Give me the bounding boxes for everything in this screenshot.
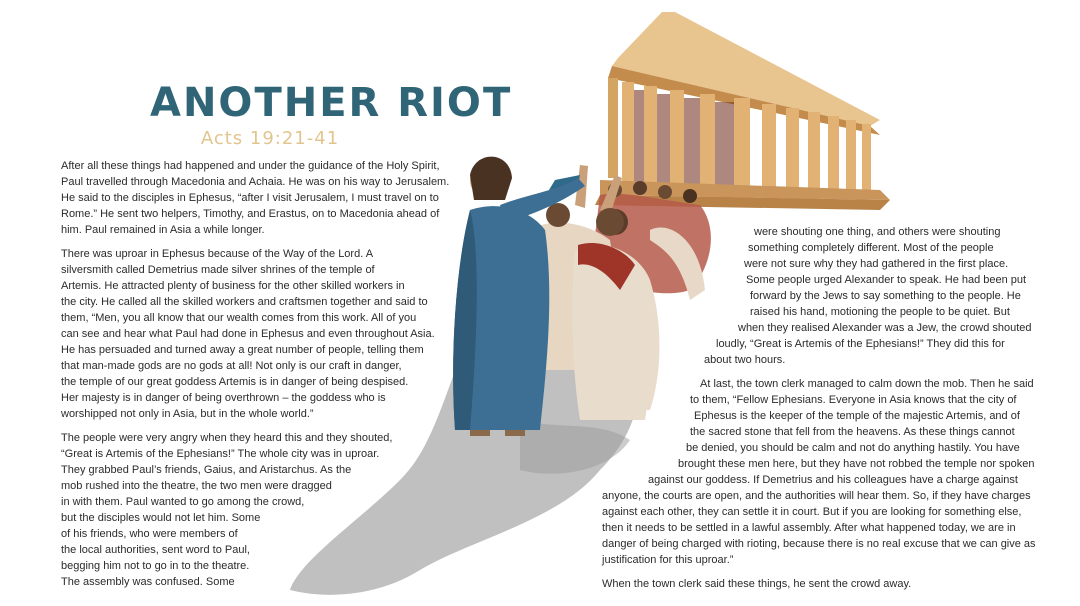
text-line: of his friends, who were members of	[61, 528, 238, 540]
text-line: the city. He called all the skilled workers and craftsmen together and said to	[61, 296, 428, 308]
text-line: When the town clerk said these things, he sent the crowd away.	[602, 578, 912, 590]
right-paragraph-1	[600, 224, 1032, 368]
text-line: about two hours.	[704, 354, 786, 366]
text-line: Artemis. He attracted plenty of business for the other skilled workers in	[61, 280, 405, 292]
left-paragraph-1	[61, 158, 450, 238]
text-line: were shouting one thing, and others were shouting	[754, 226, 1001, 238]
text-line: He said to the disciples in Ephesus, “after I visit Jerusalem, I must travel on to	[61, 192, 439, 204]
text-line: can see and hear what Paul had done in Ephesus and even throughout Asia.	[61, 328, 435, 340]
text-line: raised his hand, motioning the people to be quiet. But	[750, 306, 1010, 318]
text-line: The people were very angry when they heard this and they shouted,	[61, 432, 393, 444]
text-line: mob rushed into the theatre, the two men were dragged	[61, 480, 332, 492]
left-paragraph-3	[61, 430, 421, 590]
text-line: the temple of our great goddess Artemis is in danger of being despised.	[61, 376, 409, 388]
text-line: be denied, you should be calm and not do anything hastily. You have	[686, 442, 1020, 454]
text-line: At last, the town clerk managed to calm down the mob. Then he said	[700, 378, 1034, 390]
text-line: when they realised Alexander was a Jew, the crowd shouted	[738, 322, 1032, 334]
text-line: but the disciples would not let him. Some	[61, 512, 261, 524]
scripture-reference: Acts 19:21-41	[200, 128, 340, 149]
text-line: that man-made gods are no gods at all! Not only is our craft in danger,	[61, 360, 402, 372]
text-line: worshipped not only in Asia, but in the whole world.”	[61, 408, 314, 420]
text-line: Rome.” He sent two helpers, Timothy, and Erastus, on to Macedonia ahead of	[61, 208, 440, 220]
text-line: Some people urged Alexander to speak. He had been put	[746, 274, 1027, 286]
text-line: anyone, the courts are open, and the authorities will hear them. So, if they have charges	[602, 490, 1031, 502]
text-line: to them, “Fellow Ephesians. Everyone in Asia knows that the city of	[690, 394, 1017, 406]
text-line: Her majesty is in danger of being overthrown – the goddess who is	[61, 392, 386, 404]
text-line: There was uproar in Ephesus because of the Way of the Lord. A	[61, 248, 374, 260]
text-line: brought these men here, but they have not robbed the temple nor spoken	[678, 458, 1035, 470]
right-text-column	[600, 224, 1036, 592]
text-line: After all these things had happened and under the guidance of the Holy Spirit,	[61, 160, 440, 172]
text-line: then it needs to be settled in a lawful assembly. After what happened today, we are in	[602, 522, 1016, 534]
left-text-column	[61, 158, 450, 590]
text-line: justification for this uproar.”	[602, 554, 734, 566]
text-line: loudly, “Great is Artemis of the Ephesians!” They did this for	[716, 338, 1005, 350]
text-line: forward by the Jews to say something to the people. He	[750, 290, 1021, 302]
text-line: them, “Men, you all know that our wealth comes from this work. All of you	[61, 312, 417, 324]
text-line: against each other, they can settle it in court. But if you are looking for something else,	[602, 506, 1022, 518]
text-line: were not sure why they had gathered in the first place.	[744, 258, 1009, 270]
text-line: begging him not to go in to the theatre.	[61, 560, 250, 572]
text-line: the local authorities, sent word to Paul,	[61, 544, 250, 556]
right-paragraph-3	[600, 576, 1020, 592]
text-line: danger of being charged with rioting, because there is no real excuse that we can give as	[602, 538, 1036, 550]
text-line: Paul travelled through Macedonia and Achaia. He was on his way to Jerusalem.	[61, 176, 450, 188]
right-paragraph-2	[600, 376, 1036, 568]
text-line: He has persuaded and turned away a great number of people, telling them	[61, 344, 424, 356]
text-line: silversmith called Demetrius made silver shrines of the temple of	[61, 264, 375, 276]
text-line: something completely different. Most of the people	[748, 242, 994, 254]
text-line: They grabbed Paul’s friends, Gaius, and Aristarchus. As the	[61, 464, 352, 476]
text-line: The assembly was confused. Some	[61, 576, 235, 588]
left-paragraph-2	[61, 246, 435, 422]
text-line: Ephesus is the keeper of the temple of the majestic Artemis, and of	[694, 410, 1020, 422]
text-line: the sacred stone that fell from the heavens. As these things cannot	[690, 426, 1015, 438]
text-line: in with them. Paul wanted to go among the crowd,	[61, 496, 305, 508]
temple-icon	[595, 12, 890, 210]
text-line: “Great is Artemis of the Ephesians!” The whole city was in uproar.	[61, 448, 380, 460]
text-line: against our goddess. If Demetrius and his colleagues have a charge against	[648, 474, 1018, 486]
text-line: him. Paul remained in Asia a while longer.	[61, 224, 265, 236]
page-title: ANOTHER RIOT	[150, 80, 513, 126]
